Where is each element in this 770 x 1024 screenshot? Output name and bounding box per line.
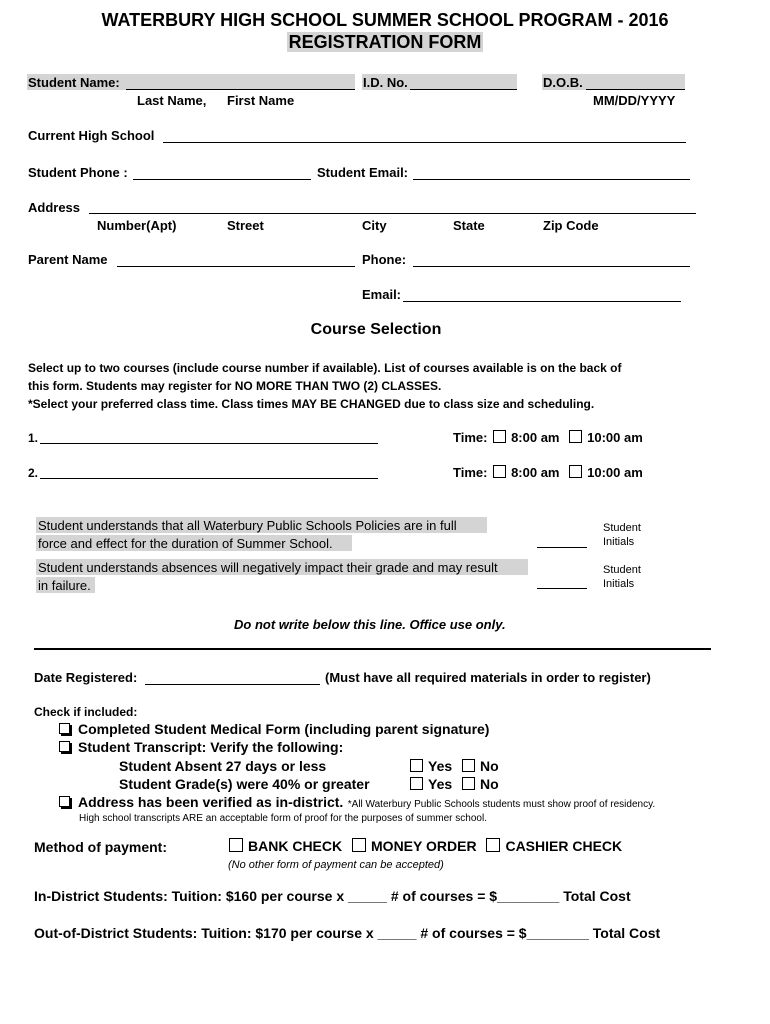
course-selection-heading: Course Selection	[310, 321, 442, 338]
course-2-8am-checkbox[interactable]	[493, 465, 506, 478]
student-email-field[interactable]	[413, 179, 690, 180]
address-street-caption: Street	[227, 218, 264, 233]
parent-name-label: Parent Name	[28, 252, 108, 267]
parent-email-label: Email:	[362, 287, 402, 302]
address-label: Address	[28, 200, 81, 215]
ack-1-initials-field[interactable]	[537, 547, 587, 548]
office-use-notice: Do not write below this line. Office use only.	[234, 617, 506, 632]
school-field[interactable]	[163, 142, 686, 143]
transcript-item	[59, 739, 343, 755]
form-subtitle-text: REGISTRATION FORM	[288, 32, 482, 52]
course-1-time	[453, 430, 643, 445]
payment-method-label: Method of payment:	[34, 839, 167, 855]
course-instructions-line-3: *Select your preferred class time. Class times MAY BE CHANGED due to class size and scheduling.	[28, 397, 595, 411]
course-1-number: 1.	[28, 431, 39, 445]
ack-2-line-2: in failure.	[38, 578, 91, 593]
address-verified-checkbox[interactable]	[59, 796, 70, 807]
absent-no-checkbox[interactable]	[462, 759, 475, 772]
absent-yes-checkbox[interactable]	[410, 759, 423, 772]
address-number-caption: Number(Apt)	[97, 218, 177, 233]
grade-no-checkbox[interactable]	[462, 777, 475, 790]
grade-label: Student Grade(s) were 40% or greater	[119, 776, 370, 792]
form-subtitle	[0, 32, 770, 53]
bank-check-checkbox[interactable]	[229, 838, 243, 852]
course-1-time-label: Time:	[453, 430, 488, 445]
ack-1-line-2: force and effect for the duration of Summer School.	[38, 536, 333, 551]
ack-1-initials-caption-1: Student	[603, 522, 641, 534]
course-2-10am-label: 10:00 am	[587, 465, 643, 480]
student-phone-field[interactable]	[133, 179, 311, 180]
absent-yes-label: Yes	[428, 758, 453, 774]
course-1-8am-label: 8:00 am	[511, 430, 560, 445]
course-1-10am-checkbox[interactable]	[569, 430, 582, 443]
grade-options	[410, 776, 499, 792]
in-district-tuition: In-District Students: Tuition: $160 per course x _____ # of courses = $________ Total Cost	[34, 888, 631, 904]
office-divider	[34, 648, 711, 650]
transcript-checkbox[interactable]	[59, 741, 70, 752]
dob-label: D.O.B.	[543, 75, 583, 90]
student-email-label: Student Email:	[317, 165, 409, 180]
grade-yes-label: Yes	[428, 776, 453, 792]
address-verified-item	[59, 794, 655, 812]
course-2-10am-checkbox[interactable]	[569, 465, 582, 478]
ack-2-initials-caption-2: Initials	[603, 578, 635, 590]
student-phone-label: Student Phone :	[28, 165, 128, 180]
grade-no-label: No	[480, 776, 499, 792]
course-2-8am-label: 8:00 am	[511, 465, 560, 480]
dob-field[interactable]	[586, 89, 685, 90]
money-order-label: MONEY ORDER	[371, 838, 477, 854]
parent-phone-field[interactable]	[413, 266, 690, 267]
out-district-tuition: Out-of-District Students: Tuition: $170 per course x _____ # of courses = $________ Total Cost	[34, 925, 661, 941]
cashier-check-label: CASHIER CHECK	[505, 838, 623, 854]
absent-label: Student Absent 27 days or less	[119, 758, 327, 774]
grade-yes-checkbox[interactable]	[410, 777, 423, 790]
first-name-caption: First Name	[227, 93, 295, 108]
parent-name-field[interactable]	[117, 266, 355, 267]
course-2-time-label: Time:	[453, 465, 488, 480]
parent-phone-label: Phone:	[362, 252, 407, 267]
bank-check-label: BANK CHECK	[248, 838, 343, 854]
address-field[interactable]	[89, 213, 696, 214]
course-1-10am-label: 10:00 am	[587, 430, 643, 445]
ack-2-line-1: Student understands absences will negatively impact their grade and may result	[38, 560, 498, 575]
date-registered-field[interactable]	[145, 684, 320, 685]
dob-format-caption: MM/DD/YYYY	[593, 93, 676, 108]
absent-no-label: No	[480, 758, 499, 774]
address-zip-caption: Zip Code	[543, 218, 599, 233]
money-order-checkbox[interactable]	[352, 838, 366, 852]
course-2-number: 2.	[28, 466, 39, 480]
medical-form-label: Completed Student Medical Form (including parent signature)	[78, 721, 490, 737]
absent-options	[410, 758, 499, 774]
ack-1-initials-caption-2: Initials	[603, 536, 635, 548]
id-field[interactable]	[410, 89, 517, 90]
cashier-check-checkbox[interactable]	[486, 838, 500, 852]
parent-email-field[interactable]	[403, 301, 681, 302]
date-registered-note: (Must have all required materials in order to register)	[325, 670, 651, 685]
course-2-field[interactable]	[40, 478, 378, 479]
ack-1-line-1: Student understands that all Waterbury Public Schools Policies are in full	[38, 518, 457, 533]
address-state-caption: State	[453, 218, 485, 233]
last-name-caption: Last Name,	[137, 93, 207, 108]
course-1-8am-checkbox[interactable]	[493, 430, 506, 443]
residency-note: *All Waterbury Public Schools students must show proof of residency.	[347, 799, 656, 810]
course-1-field[interactable]	[40, 443, 378, 444]
form-title: WATERBURY HIGH SCHOOL SUMMER SCHOOL PROGRAM - 2016	[101, 10, 669, 30]
school-label: Current High School	[28, 128, 155, 143]
student-name-label: Student Name:	[28, 75, 120, 90]
ack-2-initials-field[interactable]	[537, 588, 587, 589]
medical-form-checkbox[interactable]	[59, 723, 70, 734]
date-registered-label: Date Registered:	[34, 670, 138, 685]
medical-form-item	[59, 721, 489, 737]
course-instructions-line-1: Select up to two courses (include course number if available). List of courses available is on the back of	[28, 361, 622, 375]
check-included-label: Check if included:	[34, 705, 138, 719]
payment-note: (No other form of payment can be accepted)	[228, 859, 444, 871]
course-instructions-line-2: this form. Students may register for NO MORE THAN TWO (2) CLASSES.	[28, 379, 442, 393]
address-city-caption: City	[362, 218, 387, 233]
address-verified-label: Address has been verified as in-district.	[78, 794, 344, 810]
id-label: I.D. No.	[363, 75, 408, 90]
ack-2-initials-caption-1: Student	[603, 564, 641, 576]
course-2-time	[453, 465, 643, 480]
payment-options	[229, 838, 622, 854]
transcript-label: Student Transcript: Verify the following:	[78, 739, 344, 755]
transcript-note: High school transcripts ARE an acceptable form of proof for the purposes of summer school.	[79, 813, 487, 824]
student-name-field[interactable]	[126, 89, 355, 90]
